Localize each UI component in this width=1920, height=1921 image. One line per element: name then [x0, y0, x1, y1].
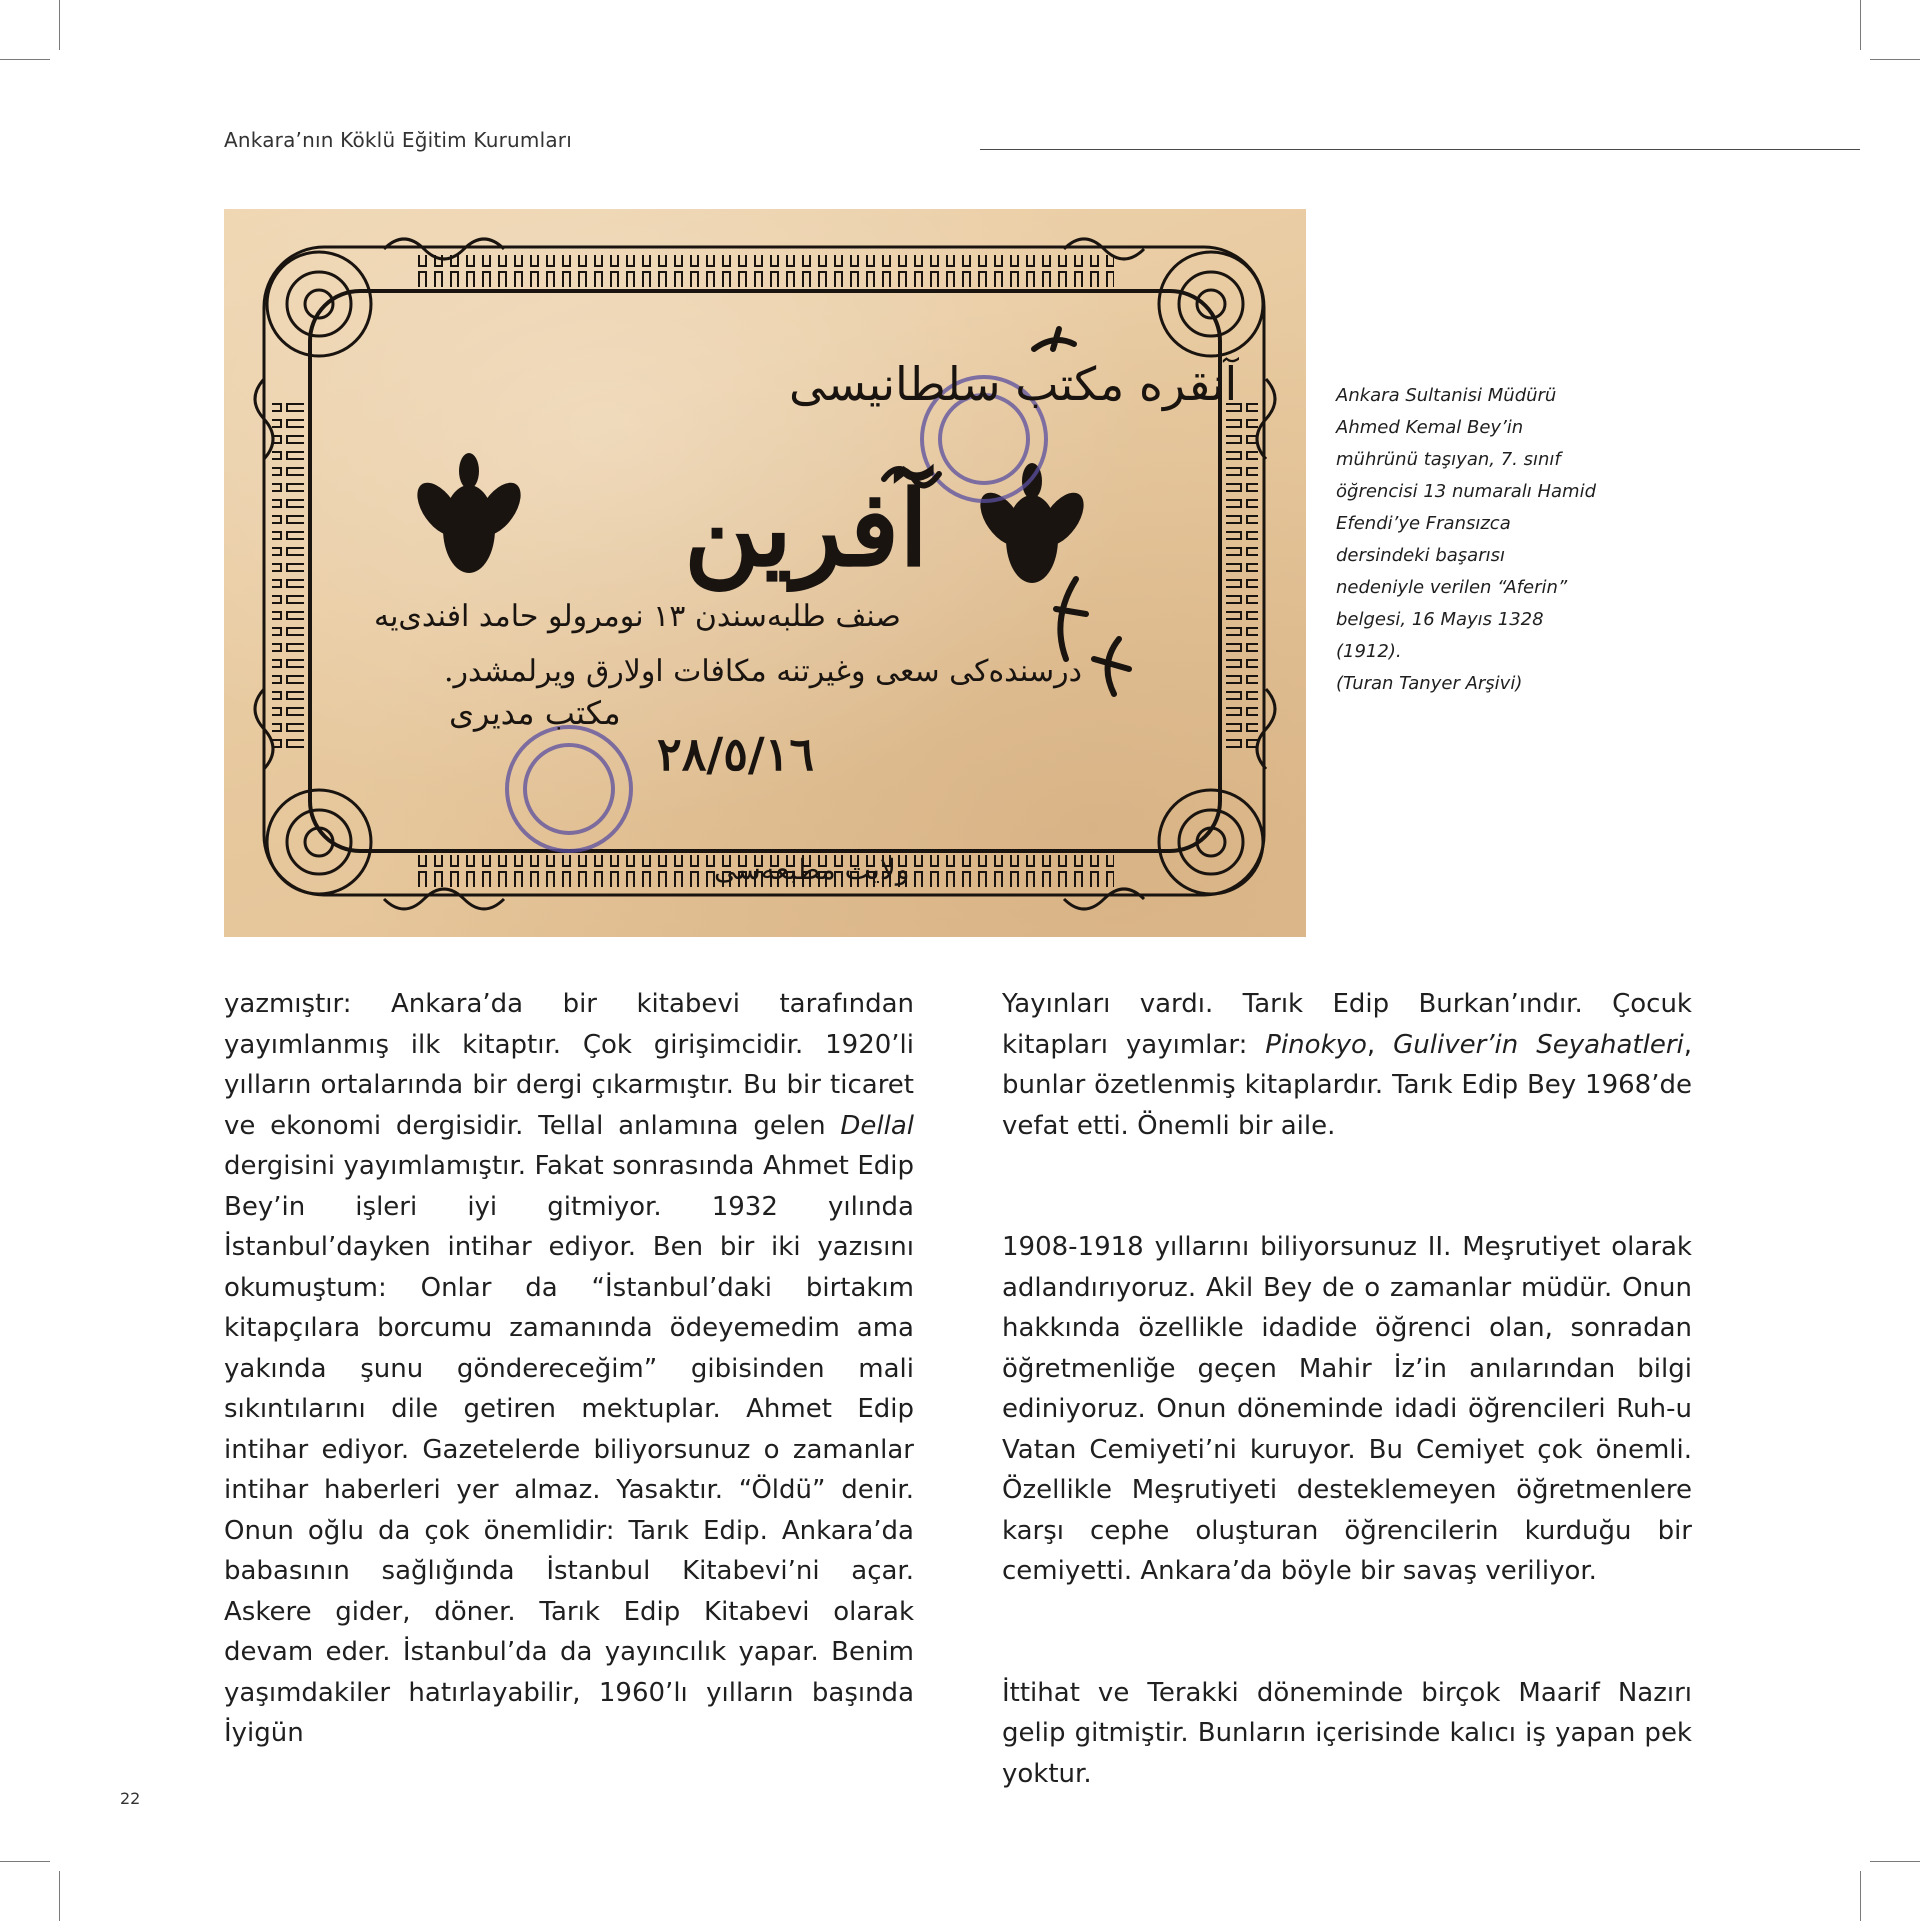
text-run: dergisini yayımlamıştır. Fakat sonrasında Ahmet Edip Bey’in işleri iyi gitmiyor. 1932 yılında İstanbul’dayken intihar ediyor. Ben bir iki yazısını okumuştum: Onlar da “İstanbul’daki birtakım kitapçılara borcumu zamanında ödeyemedim ama yakında şunu göndereceğim” gibisinden mali sıkıntılarını dile getiren mektuplar. Ahmet Edip intihar ediyor. Gazetelerde biliyorsunuz o zamanlar intihar haberleri yer almaz. Yasaktır. “Öldü” denir. Onun oğlu da çok önemlidir: Tarık Edip. Ankara’da babasının sağlığında İstanbul Kitabevi’ni açar. Askere gider, döner. Tarık Edip Kitabevi olarak devam eder. İstanbul’da da yayıncılık yapar. Benim yaşımdakiler hatırlayabilir, 1960’lı yılların başında İyigün	[224, 1151, 914, 1748]
paragraph-gap	[1002, 1146, 1692, 1227]
crop-mark	[0, 1861, 50, 1862]
press-imprint-arabic: ولايت مطبعه‌سى	[714, 853, 910, 886]
paragraph: 1908-1918 yıllarını biliyorsunuz II. Meşrutiyet olarak adlandırıyoruz. Akil Bey de o zamanlar müdür. Onun hakkında özellikle idadide öğrenci olan, sonradan öğretmenliğe geçen Mahir İz’in anılarından bilgi ediniyoruz. Onun döneminde idadi öğrencileri Ruh-u Vatan Cemiyeti’ni kuruyor. Bu Cemiyet çok önemli. Özellikle Meşrutiyeti desteklemeyen öğretmenlere karşı cephe oluşturan öğrencilerin kurduğu bir cemiyetti. Ankara’da böyle bir savaş veriliyor.	[1002, 1232, 1692, 1586]
paragraph	[1002, 984, 1692, 1146]
left-column	[224, 984, 914, 1754]
paragraph-gap	[1002, 1592, 1692, 1673]
crop-mark	[1870, 1861, 1920, 1862]
crop-mark	[0, 59, 50, 60]
book-title: Guliver’in Seyahatleri	[1393, 1029, 1684, 1060]
text-run: , bunlar özetlenmiş kitaplardır. Tarık Edip Bey 1968’de vefat etti. Önemli bir aile.	[1002, 1029, 1693, 1141]
crop-mark	[1860, 1871, 1861, 1921]
crop-mark	[59, 1871, 60, 1921]
page-number: 22	[120, 1789, 141, 1808]
paragraph	[224, 984, 914, 1754]
text-run: yazmıştır: Ankara’da bir kitabevi tarafından yayımlanmış ilk kitaptır. Çok girişimcidir. 1920’li yılların ortalarında bir dergi çıkarmıştır. Bu bir ticaret ve ekonomi dergisidir. Tellal anlamına gelen	[224, 989, 914, 1141]
header-rule	[980, 149, 1860, 150]
school-name-arabic: آنقره مكتب سلطانيسى	[789, 357, 1238, 411]
right-column	[1002, 984, 1692, 1794]
student-line-arabic: صنف طلبه‌سندن ١٣ نومرولو حامد افندى‌يه	[374, 599, 901, 634]
reason-line-arabic: درسنده‌كى سعى وغيرتنه مكافات اولارق ويرلمشدر.	[444, 654, 1082, 689]
date-handwritten: ٢٨/٥/١٦	[657, 727, 815, 781]
crop-mark	[59, 0, 60, 50]
figure-caption	[1336, 380, 1596, 700]
text-run: ,	[1366, 1029, 1394, 1060]
caption-source: (Turan Tanyer Arşivi)	[1336, 673, 1523, 694]
aferin-certificate-image	[224, 209, 1306, 937]
magazine-title: Dellal	[840, 1110, 914, 1141]
paragraph: İttihat ve Terakki döneminde birçok Maarif Nazırı gelip gitmiştir. Bunların içerisinde kalıcı iş yapan pek yoktur.	[1002, 1677, 1692, 1789]
book-title: Pinokyo	[1265, 1029, 1367, 1060]
aferin-title-arabic: آفرين	[684, 467, 929, 590]
text-run: Yayınları vardı. Tarık Edip Burkan’ındır. Çocuk kitapları yayımlar:	[1002, 989, 1692, 1060]
crop-mark	[1870, 59, 1920, 60]
director-label-arabic: مكتب مديرى	[449, 694, 621, 732]
caption-text: Ankara Sultanisi Müdürü Ahmed Kemal Bey’in mührünü taşıyan, 7. sınıf öğrencisi 13 numaralı Hamid Efendi’ye Fransızca dersindeki başarısı nedeniyle verilen “Aferin” belgesi, 16 Mayıs 1328 (1912).	[1336, 385, 1597, 662]
crop-mark	[1860, 0, 1861, 50]
running-header: Ankara’nın Köklü Eğitim Kurumları	[224, 128, 572, 152]
